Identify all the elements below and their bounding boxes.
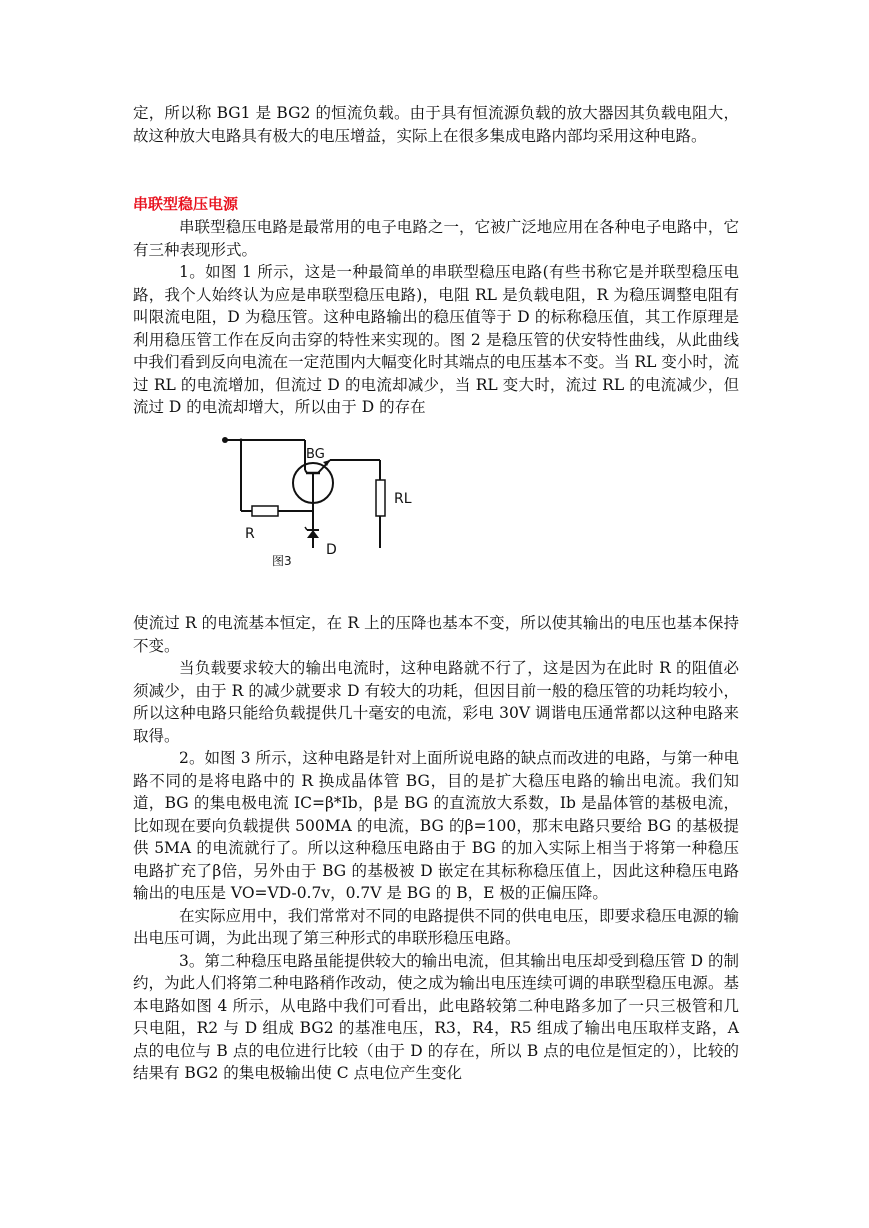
intro-text-block [133,102,739,147]
paragraph: 2。如图 3 所示，这种电路是针对上面所说电路的缺点而改进的电路，与第一种电路不同的是将电路中的 R 换成晶体管 BG，目的是扩大稳压电路的输出电流。我们知道，BG 的集电极电流 IC=β*Ib，β是 BG 的直流放大系数，Ib 是晶体管的基极电流，比如现在要向负载提供 500MA 的电流，BG 的β=100，那末电路只要给 BG 的基极提供 5MA 的电流就行了。所以这种稳压电路由于 BG 的加入实际上相当于将第一种稳压电路扩充了β倍，另外由于 BG 的基极被 D 嵌定在其标称稳压值上，因此这种稳压电路输出的电压是 VO=VD-0.7v，0.7V 是 BG 的 B，E 极的正偏压降。 [133,749,739,902]
top-text-block [133,216,739,419]
paragraph: 1。如图 1 所示，这是一种最简单的串联型稳压电路(有些书称它是并联型稳压电路，我个人始终认为应是串联型稳压电路)，电阻 RL 是负载电阻，R 为稳压调整电阻有叫限流电阻，D 为稳压管。这种电路输出的稳压值等于 D 的标称稳压值，其工作原理是利用稳压管工作在反向击穿的特性来实现的。图 2 是稳压管的伏安特性曲线，从此曲线中我们看到反向电流在一定范围内大幅变化时其端点的电压基本不变。当 RL 变小时，流过 RL 的电流增加，但流过 D 的电流却减少，当 RL 变大时，流过 RL 的电流减少，但流过 D 的电流却增大，所以由于 D 的存在 [133,263,739,416]
paragraph: 3。第二种稳压电路虽能提供较大的输出电流，但其输出电压却受到稳压管 D 的制约，为此人们将第二种电路稍作改动，使之成为输出电压连续可调的串联型稳压电源。基本电路如图 4 所示，从电路中我们可看出，此电路较第二种电路多加了一只三极管和几只电阻，R2 与 D 组成 BG2 的基准电压，R3，R4，R5 组成了输出电压取样支路，A 点的电位与 B 点的电位进行比较（由于 D 的存在，所以 B 点的电位是恒定的），比较的结果有 BG2 的集电极输出使 C 点电位产生变化 [133,951,739,1082]
paragraph: 串联型稳压电路是最常用的电子电路之一，它被广泛地应用在各种电子电路中，它有三种表现形式。 [133,218,739,259]
resistor-r [252,506,278,516]
section-title: 串联型稳压电源 [133,195,239,213]
label-rl: RL [394,491,412,507]
label-bg: BG [306,447,325,462]
label-r: R [245,526,255,542]
input-terminal [222,437,228,443]
zener-diode [307,530,319,538]
circuit-diagram [210,430,440,580]
paragraph: 当负载要求较大的输出电流时，这种电路就不行了，这是因为在此时 R 的阻值必须减少，由于 R 的减少就要求 D 有较大的功耗，但因目前一般的稳压管的功耗均较小，所以这种电路只能给负载提供几十毫安的电流，彩电 30V 调谐电压通常都以这种电路来取得。 [133,659,739,745]
figure-caption: 图3 [272,554,292,568]
bottom-text-block [133,612,739,1085]
intro-paragraph: 定，所以称 BG1 是 BG2 的恒流负载。由于具有恒流源负载的放大器因其负载电阻大，故这种放大电路具有极大的电压增益，实际上在很多集成电路内部均采用这种电路。 [133,104,739,145]
paragraph: 使流过 R 的电流基本恒定，在 R 上的压降也基本不变，所以使其输出的电压也基本保持不变。 [133,614,739,655]
label-d: D [326,542,337,558]
paragraph: 在实际应用中，我们常常对不同的电路提供不同的供电电压，即要求稳压电源的输出电压可调，为此出现了第三种形式的串联形稳压电路。 [133,906,739,947]
circuit-figure [210,430,440,580]
resistor-rl [376,480,385,516]
